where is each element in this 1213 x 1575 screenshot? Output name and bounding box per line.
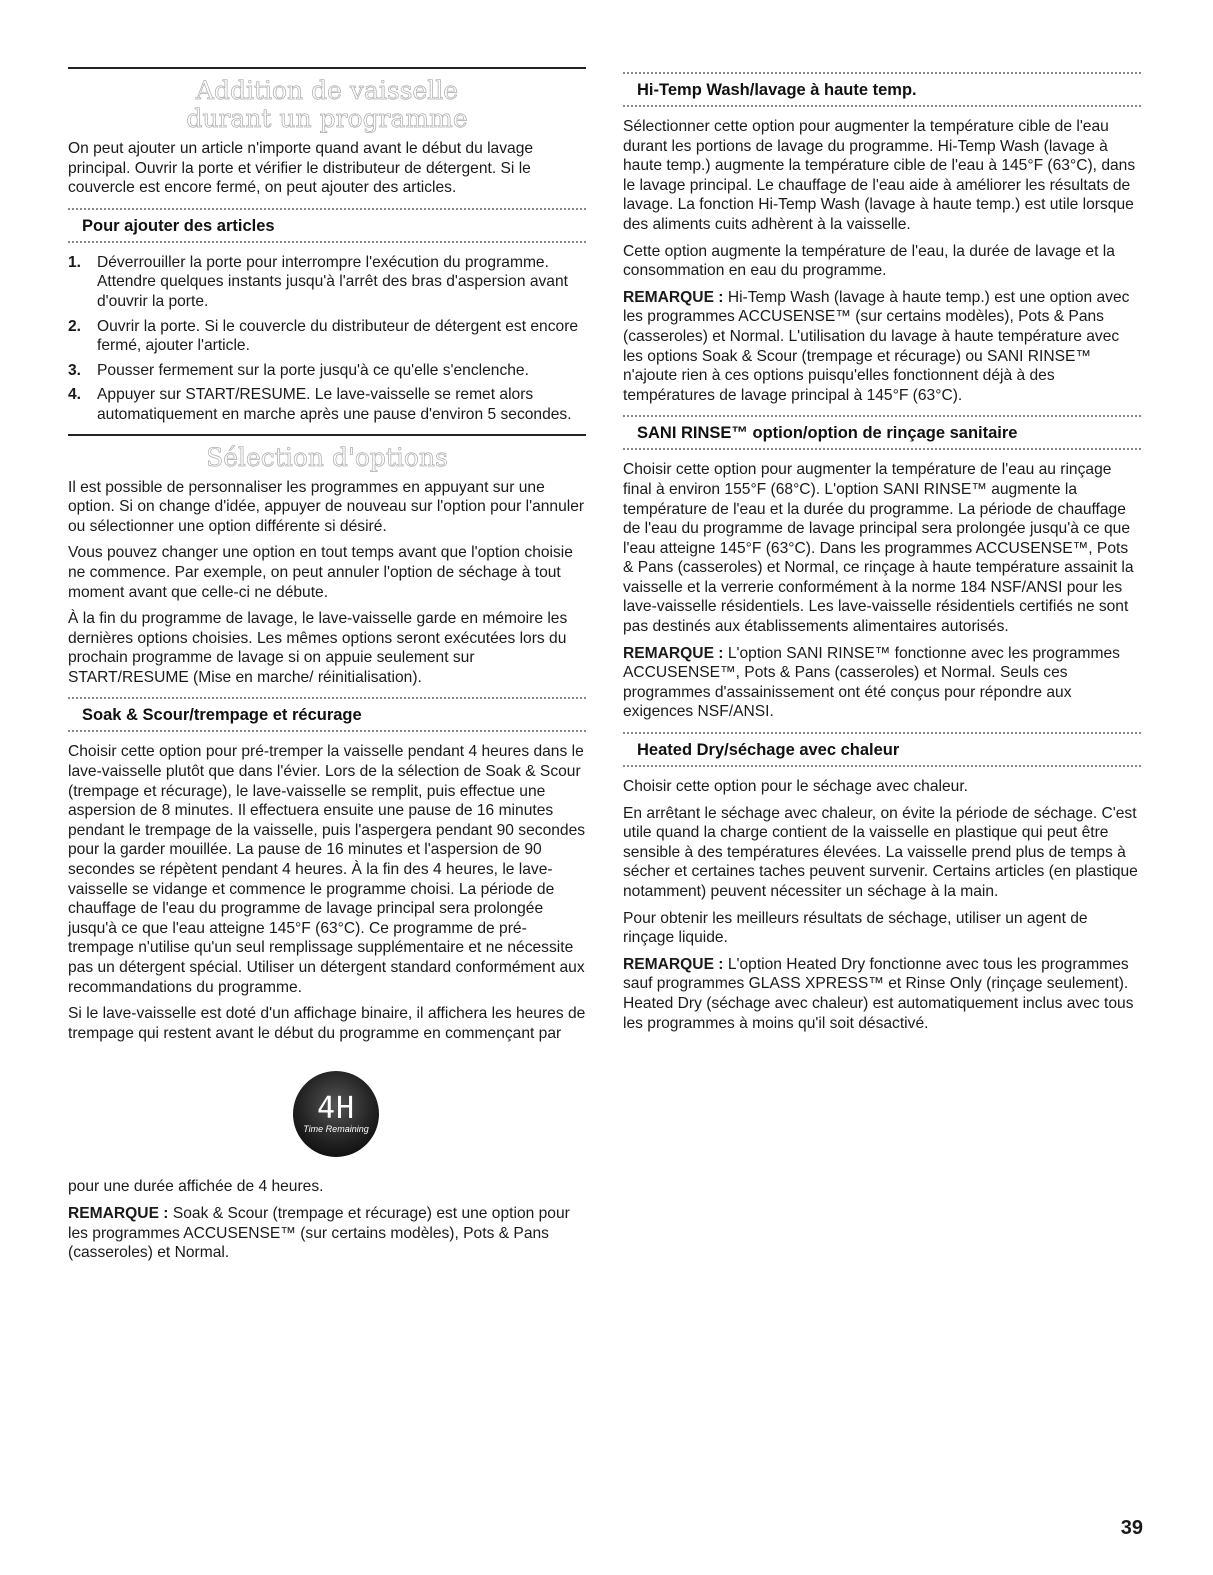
- sani-paragraph-1: Choisir cette option pour augmenter la température de l'eau au rinçage final à environ 155°F (68°C). L'option SANI RINSE™ augmente la température de l'eau et la durée du programme. La période de chauffage de l'eau du programme de lavage principal sera prolongée jusqu'à ce que l'eau atteigne 145°F (63°C). Dans les programmes ACCUSENSE™, Pots & Pans (casseroles) et Normal, ce rinçage à haute température assainit la vaisselle et la verrerie conformément à la norme 184 NSF/ANSI pour les lave-vaisselle résidentiels. Les lave-vaisselle résidentiels certifiés ne sont pas destinés aux établissements alimentaires autorisés.: [623, 461, 1134, 636]
- page-number: 39: [1120, 1517, 1143, 1539]
- subsection-title: Pour ajouter des articles: [82, 216, 275, 235]
- subsection-title: Heated Dry/séchage avec chaleur: [637, 741, 900, 760]
- display-illustration: [68, 1071, 586, 1157]
- subsection-header-sani: [623, 415, 1141, 450]
- list-item: 1. Déverrouiller la porte pour interrompre l'exécution du programme. Attendre quelques instants jusqu'à l'arrêt des bras d'aspersion avant d'ouvrir la porte.: [68, 253, 568, 310]
- selection-paragraph-3: À la fin du programme de lavage, le lave-vaisselle garde en mémoire les dernières options choisies. Les mêmes options seront exécutées lors du prochain programme de lavage si on appuie seulement sur START/RESUME (Mise en marche/ réinitialisation).: [68, 610, 568, 686]
- soak-paragraph-3: pour une durée affichée de 4 heures.: [68, 1178, 324, 1196]
- subsection-header-soak: [68, 697, 586, 732]
- list-item: 2. Ouvrir la porte. Si le couvercle du distributeur de détergent est encore fermé, ajouter l'article.: [68, 317, 579, 355]
- heated-paragraph-2: En arrêtant le séchage avec chaleur, on évite la période de séchage. C'est utile quand la charge contient de la vaisselle en plastique qui peut être sensible à des températures élevées. La vaisselle prend plus de temps à sécher et certaines taches peuvent survenir. Certains articles (en plastique notamment) peuvent nécessiter un séchage à la main.: [623, 804, 1138, 900]
- heated-paragraph-1: Choisir cette option pour le séchage avec chaleur.: [623, 778, 969, 796]
- list-item: 4. Appuyer sur START/RESUME. Le lave-vaisselle se remet alors automatiquement en marche après une pause d'environ 5 secondes.: [68, 386, 572, 423]
- selection-paragraph-2: Vous pouvez changer une option en tout temps avant que l'option choisie ne commence. Par exemple, on peut annuler l'option de séchage à tout moment avant que celle-ci ne débute.: [68, 544, 573, 601]
- hitemp-paragraph-2: Cette option augmente la température de l'eau, la durée de lavage et la consommation en eau du programme.: [623, 242, 1115, 280]
- section-title-selection: Sélection d'options: [206, 442, 448, 472]
- display-caption: Time Remaining: [303, 1123, 369, 1134]
- right-column: [623, 58, 1141, 1040]
- subsection-header-add-articles: [68, 208, 586, 243]
- steps-list: [68, 253, 586, 425]
- heated-note: REMARQUE : L'option Heated Dry fonctionne avec tous les programmes sauf programmes GLASS XPRESS™ et Rinse Only (rinçage seulement). Heated Dry (séchage avec chaleur) est automatiquement inclus avec tous les programmes à moins qu'il soit désactivé.: [623, 955, 1134, 1032]
- heated-paragraph-3: Pour obtenir les meilleurs résultats de séchage, utiliser un agent de rinçage liquide.: [623, 909, 1088, 947]
- hitemp-paragraph-1: Sélectionner cette option pour augmenter la température cible de l'eau durant les portions de lavage du programme. Hi-Temp Wash (lavage à haute temp.) augmente la température cible de l'eau à 145°F (63°C), dans le lavage principal. Le chauffage de l'eau aide à améliorer les résultats de lavage. La fonction Hi-Temp Wash (lavage à haute temp.) est utile lorsque des aliments cuits adhèrent à la vaisselle.: [623, 118, 1136, 233]
- left-column: [68, 58, 586, 1270]
- selection-paragraph-1: Il est possible de personnaliser les programmes en appuyant sur une option. Si on change d'idée, appuyer de nouveau sur l'option pour l'annuler ou sélectionner une option différente si désiré.: [68, 478, 585, 535]
- addition-paragraph: On peut ajouter un article n'importe quand avant le début du lavage principal. Ouvrir la porte et vérifier le distributeur de détergent. Si le couvercle est encore fermé, on peut ajouter des articles.: [68, 140, 534, 197]
- subsection-header-heated: [623, 732, 1141, 767]
- subsection-header-hitemp: [623, 72, 1141, 107]
- subsection-title: Soak & Scour/trempage et récurage: [82, 706, 362, 725]
- section-rule: [68, 67, 586, 69]
- sani-note: REMARQUE : L'option SANI RINSE™ fonctionne avec les programmes ACCUSENSE™, Pots & Pans (casseroles) et Normal. Seuls ces programmes d'assainissement ont été conçus pour répondre aux exigences NSF/ANSI.: [623, 644, 1120, 721]
- display-value: 4H: [316, 1090, 356, 1126]
- subsection-title: SANI RINSE™ option/option de rinçage sanitaire: [637, 424, 1018, 443]
- soak-note: REMARQUE : Soak & Scour (trempage et récurage) est une option pour les programmes ACCUSENSE™ (sur certains modèles), Pots & Pans (casseroles) et Normal.: [68, 1204, 570, 1262]
- section-title-addition: Addition de vaisselle durant un programme: [186, 76, 468, 133]
- soak-paragraph-1: Choisir cette option pour pré-tremper la vaisselle pendant 4 heures dans le lave-vaisselle plutôt que dans l'évier. Lors de la sélection de Soak & Scour (trempage et récurage), le lave-vaisselle se remplit, puis effectue une aspersion de 8 minutes. Il effectuera ensuite une pause de 16 minutes pendant le trempage de la vaisselle, puis l'aspergera pendant 90 secondes pour la garder mouillée. La pause de 16 minutes et l'aspersion de 90 secondes se répètent pendant 4 heures. À la fin des 4 heures, le lave-vaisselle se vidange et commence le programme choisi. La période de chauffage de l'eau du programme de lavage principal sera prolongée jusqu'à ce que l'eau atteigne 145°F (63°C). Ce programme de pré-trempage n'utilise qu'un seul remplissage supplémentaire et ne nécessite pas un détergent spécial. Utiliser un détergent standard conformément aux recommandations du programme.: [68, 743, 586, 996]
- hitemp-note: REMARQUE : Hi-Temp Wash (lavage à haute temp.) est une option avec les programmes ACCUSENSE™ (sur certains modèles), Pots & Pans (casseroles) et Normal. L'utilisation du lavage à haute température avec les options Soak & Scour (trempage et récurage) ou SANI RINSE™ n'ajoute rien à ces options puisqu'elles fonctionnent déjà à des températures de lavage principal à 145°F (63°C).: [623, 288, 1130, 404]
- time-remaining-display: [293, 1071, 379, 1157]
- list-item: 3. Pousser fermement sur la porte jusqu'à ce qu'elle s'enclenche.: [68, 361, 529, 379]
- soak-paragraph-2: Si le lave-vaisselle est doté d'un affichage binaire, il affichera les heures de trempage qui restent avant le début du programme en commençant par: [68, 1005, 586, 1042]
- subsection-title: Hi-Temp Wash/lavage à haute temp.: [637, 81, 917, 99]
- section-rule: [68, 434, 586, 436]
